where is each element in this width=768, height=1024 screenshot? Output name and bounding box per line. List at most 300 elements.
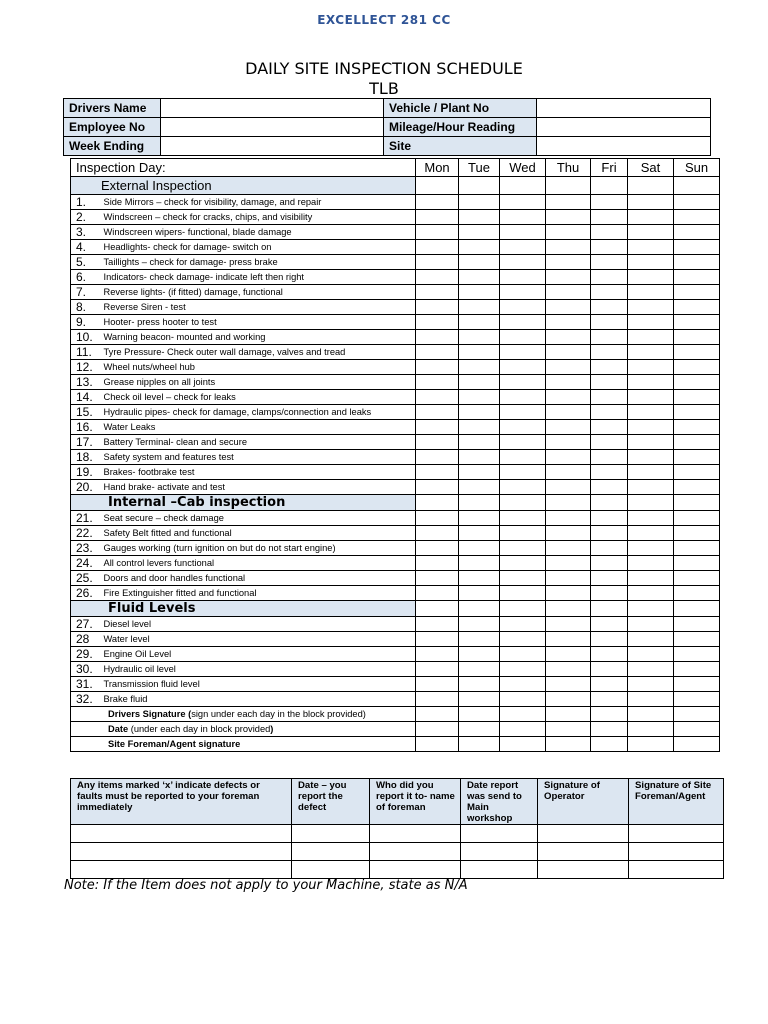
item-check-mon-cell[interactable] [416,330,459,345]
defect-entry-cell[interactable] [538,843,629,861]
section-fluid-fri-cell[interactable] [591,601,628,617]
item-check-tue-cell[interactable] [459,692,500,707]
item-check-fri-cell[interactable] [591,345,628,360]
item-check-sun-cell[interactable] [674,315,720,330]
item-check-tue-cell[interactable] [459,360,500,375]
section-external-tue-cell[interactable] [459,177,500,195]
item-check-thu-cell[interactable] [546,511,591,526]
item-check-sat-cell[interactable] [628,480,674,495]
item-check-wed-cell[interactable] [500,240,546,255]
item-check-wed-cell[interactable] [500,647,546,662]
item-check-tue-cell[interactable] [459,420,500,435]
drivers-signature-mon-cell[interactable] [416,707,459,722]
item-check-wed-cell[interactable] [500,526,546,541]
item-check-wed-cell[interactable] [500,300,546,315]
date-sun-cell[interactable] [674,722,720,737]
drivers-signature-wed-cell[interactable] [500,707,546,722]
date-row [71,722,720,737]
item-check-fri-cell[interactable] [591,375,628,390]
section-internal-wed-cell[interactable] [500,495,546,511]
item-check-mon-cell[interactable] [416,300,459,315]
item-check-tue-cell[interactable] [459,270,500,285]
item-check-sat-cell[interactable] [628,450,674,465]
item-check-sun-cell[interactable] [674,240,720,255]
item-check-sun-cell[interactable] [674,677,720,692]
item-check-fri-cell[interactable] [591,511,628,526]
item-check-thu-cell[interactable] [546,390,591,405]
item-check-mon-cell[interactable] [416,465,459,480]
item-check-fri-cell[interactable] [591,330,628,345]
item-check-mon-cell[interactable] [416,195,459,210]
item-check-wed-cell[interactable] [500,315,546,330]
item-check-sat-cell[interactable] [628,692,674,707]
item-check-tue-cell[interactable] [459,375,500,390]
item-check-fri-cell[interactable] [591,420,628,435]
item-check-thu-cell[interactable] [546,450,591,465]
item-number: 2. [71,210,103,225]
item-check-fri-cell[interactable] [591,270,628,285]
item-check-thu-cell[interactable] [546,435,591,450]
item-check-fri-cell[interactable] [591,255,628,270]
item-check-mon-cell[interactable] [416,511,459,526]
item-check-sun-cell[interactable] [674,225,720,240]
item-check-sun-cell[interactable] [674,375,720,390]
item-check-wed-cell[interactable] [500,345,546,360]
item-check-tue-cell[interactable] [459,300,500,315]
item-check-fri-cell[interactable] [591,195,628,210]
item-check-sun-cell[interactable] [674,586,720,601]
item-check-sun-cell[interactable] [674,556,720,571]
item-check-tue-cell[interactable] [459,511,500,526]
item-check-sat-cell[interactable] [628,541,674,556]
item-check-fri-cell[interactable] [591,647,628,662]
item-check-sun-cell[interactable] [674,632,720,647]
item-check-fri-cell[interactable] [591,541,628,556]
defect-entry-cell[interactable] [370,861,461,879]
item-check-thu-cell[interactable] [546,571,591,586]
date-wed-cell[interactable] [500,722,546,737]
item-check-tue-cell[interactable] [459,647,500,662]
item-check-mon-cell[interactable] [416,556,459,571]
item-check-thu-cell[interactable] [546,647,591,662]
item-check-sun-cell[interactable] [674,617,720,632]
item-check-fri-cell[interactable] [591,210,628,225]
foreman-signature-fri-cell[interactable] [591,737,628,752]
item-check-tue-cell[interactable] [459,255,500,270]
item-check-mon-cell[interactable] [416,526,459,541]
defect-header-2: Who did you report it to- name of foreman [370,779,461,825]
item-check-fri-cell[interactable] [591,285,628,300]
item-check-thu-cell[interactable] [546,270,591,285]
section-external-mon-cell[interactable] [416,177,459,195]
item-check-sat-cell[interactable] [628,360,674,375]
item-check-sat-cell[interactable] [628,300,674,315]
item-check-wed-cell[interactable] [500,195,546,210]
item-check-fri-cell[interactable] [591,662,628,677]
item-description: Brakes- footbrake test [103,465,416,480]
section-external-sun-cell[interactable] [674,177,720,195]
item-check-mon-cell[interactable] [416,571,459,586]
defect-entry-cell[interactable] [538,825,629,843]
item-check-fri-cell[interactable] [591,586,628,601]
item-check-thu-cell[interactable] [546,225,591,240]
item-check-tue-cell[interactable] [459,526,500,541]
item-check-sun-cell[interactable] [674,195,720,210]
item-check-thu-cell[interactable] [546,240,591,255]
item-check-sat-cell[interactable] [628,526,674,541]
item-check-wed-cell[interactable] [500,360,546,375]
section-fluid-sun-cell[interactable] [674,601,720,617]
item-check-thu-cell[interactable] [546,662,591,677]
item-check-fri-cell[interactable] [591,240,628,255]
item-check-sun-cell[interactable] [674,360,720,375]
mileage-hour-reading-field[interactable] [537,118,711,137]
item-check-thu-cell[interactable] [546,405,591,420]
item-check-mon-cell[interactable] [416,480,459,495]
item-check-wed-cell[interactable] [500,405,546,420]
item-check-sat-cell[interactable] [628,255,674,270]
item-check-sat-cell[interactable] [628,435,674,450]
item-check-tue-cell[interactable] [459,240,500,255]
item-check-tue-cell[interactable] [459,315,500,330]
drivers-signature-sat-cell[interactable] [628,707,674,722]
item-check-sun-cell[interactable] [674,435,720,450]
item-check-fri-cell[interactable] [591,571,628,586]
item-check-thu-cell[interactable] [546,195,591,210]
defect-entry-cell[interactable] [629,825,724,843]
item-check-sat-cell[interactable] [628,677,674,692]
item-check-wed-cell[interactable] [500,210,546,225]
item-check-tue-cell[interactable] [459,450,500,465]
date-fri-cell[interactable] [591,722,628,737]
defect-entry-cell[interactable] [629,861,724,879]
section-fluid-tue-cell[interactable] [459,601,500,617]
checklist-row [71,300,720,315]
defect-entry-cell[interactable] [292,825,370,843]
item-check-tue-cell[interactable] [459,210,500,225]
item-check-sun-cell[interactable] [674,300,720,315]
date-tue-cell[interactable] [459,722,500,737]
section-fluid-thu-cell[interactable] [546,601,591,617]
section-fluid-wed-cell[interactable] [500,601,546,617]
item-check-wed-cell[interactable] [500,330,546,345]
item-check-sun-cell[interactable] [674,330,720,345]
section-external-thu-cell[interactable] [546,177,591,195]
item-check-thu-cell[interactable] [546,556,591,571]
employee-no-field[interactable] [161,118,384,137]
item-check-wed-cell[interactable] [500,285,546,300]
foreman-signature-wed-cell[interactable] [500,737,546,752]
item-check-fri-cell[interactable] [591,435,628,450]
item-check-sat-cell[interactable] [628,571,674,586]
item-check-sun-cell[interactable] [674,465,720,480]
foreman-signature-thu-cell[interactable] [546,737,591,752]
checklist-row [71,450,720,465]
item-check-sun-cell[interactable] [674,255,720,270]
item-check-fri-cell[interactable] [591,692,628,707]
item-check-sun-cell[interactable] [674,480,720,495]
item-check-thu-cell[interactable] [546,677,591,692]
item-check-sat-cell[interactable] [628,345,674,360]
item-check-wed-cell[interactable] [500,225,546,240]
item-check-sat-cell[interactable] [628,210,674,225]
item-check-wed-cell[interactable] [500,375,546,390]
item-check-wed-cell[interactable] [500,420,546,435]
item-check-sat-cell[interactable] [628,390,674,405]
section-internal-thu-cell[interactable] [546,495,591,511]
drivers-signature-tue-cell[interactable] [459,707,500,722]
item-check-sun-cell[interactable] [674,405,720,420]
item-check-sun-cell[interactable] [674,647,720,662]
section-internal-sat-cell[interactable] [628,495,674,511]
item-check-tue-cell[interactable] [459,225,500,240]
week-ending-field[interactable] [161,137,384,156]
item-check-mon-cell[interactable] [416,662,459,677]
item-check-tue-cell[interactable] [459,617,500,632]
item-check-fri-cell[interactable] [591,405,628,420]
item-check-wed-cell[interactable] [500,435,546,450]
item-check-tue-cell[interactable] [459,330,500,345]
item-check-thu-cell[interactable] [546,617,591,632]
item-check-thu-cell[interactable] [546,420,591,435]
item-check-sun-cell[interactable] [674,526,720,541]
item-check-tue-cell[interactable] [459,285,500,300]
item-check-mon-cell[interactable] [416,632,459,647]
defect-entry-cell[interactable] [71,861,292,879]
item-check-sun-cell[interactable] [674,210,720,225]
item-check-thu-cell[interactable] [546,330,591,345]
item-check-fri-cell[interactable] [591,225,628,240]
item-check-fri-cell[interactable] [591,450,628,465]
defect-entry-cell[interactable] [461,843,538,861]
item-check-sat-cell[interactable] [628,270,674,285]
item-check-fri-cell[interactable] [591,632,628,647]
item-check-wed-cell[interactable] [500,465,546,480]
defect-entry-cell[interactable] [292,843,370,861]
foreman-signature-sat-cell[interactable] [628,737,674,752]
item-check-thu-cell[interactable] [546,632,591,647]
foreman-signature-mon-cell[interactable] [416,737,459,752]
item-check-thu-cell[interactable] [546,315,591,330]
item-check-mon-cell[interactable] [416,390,459,405]
item-check-wed-cell[interactable] [500,692,546,707]
item-check-tue-cell[interactable] [459,405,500,420]
item-check-sat-cell[interactable] [628,511,674,526]
item-check-wed-cell[interactable] [500,541,546,556]
item-check-wed-cell[interactable] [500,270,546,285]
item-check-wed-cell[interactable] [500,571,546,586]
item-check-wed-cell[interactable] [500,450,546,465]
item-check-mon-cell[interactable] [416,270,459,285]
item-check-fri-cell[interactable] [591,315,628,330]
item-check-thu-cell[interactable] [546,285,591,300]
item-check-fri-cell[interactable] [591,617,628,632]
drivers-name-field[interactable] [161,99,384,118]
item-check-tue-cell[interactable] [459,195,500,210]
item-check-fri-cell[interactable] [591,677,628,692]
item-check-fri-cell[interactable] [591,526,628,541]
item-check-sun-cell[interactable] [674,450,720,465]
item-check-sat-cell[interactable] [628,315,674,330]
item-check-tue-cell[interactable] [459,435,500,450]
item-check-wed-cell[interactable] [500,556,546,571]
item-check-wed-cell[interactable] [500,586,546,601]
item-check-sat-cell[interactable] [628,647,674,662]
item-check-mon-cell[interactable] [416,677,459,692]
item-check-mon-cell[interactable] [416,692,459,707]
item-check-thu-cell[interactable] [546,480,591,495]
item-check-tue-cell[interactable] [459,345,500,360]
item-check-mon-cell[interactable] [416,420,459,435]
date-thu-cell[interactable] [546,722,591,737]
item-check-wed-cell[interactable] [500,255,546,270]
defect-header-3: Date report was send to Main workshop [461,779,538,825]
item-check-fri-cell[interactable] [591,300,628,315]
item-check-sat-cell[interactable] [628,465,674,480]
item-check-thu-cell[interactable] [546,465,591,480]
item-check-wed-cell[interactable] [500,662,546,677]
item-check-sat-cell[interactable] [628,405,674,420]
item-check-mon-cell[interactable] [416,345,459,360]
item-check-wed-cell[interactable] [500,677,546,692]
item-check-mon-cell[interactable] [416,285,459,300]
site-field[interactable] [537,137,711,156]
item-check-sun-cell[interactable] [674,345,720,360]
item-check-thu-cell[interactable] [546,526,591,541]
defect-entry-cell[interactable] [370,843,461,861]
item-check-sun-cell[interactable] [674,692,720,707]
item-description: Safety Belt fitted and functional [103,526,416,541]
item-check-thu-cell[interactable] [546,586,591,601]
drivers-signature-fri-cell[interactable] [591,707,628,722]
item-check-mon-cell[interactable] [416,210,459,225]
item-check-sun-cell[interactable] [674,285,720,300]
section-internal-fri-cell[interactable] [591,495,628,511]
item-check-sun-cell[interactable] [674,390,720,405]
item-check-fri-cell[interactable] [591,480,628,495]
item-check-sun-cell[interactable] [674,541,720,556]
item-check-sat-cell[interactable] [628,240,674,255]
item-check-sat-cell[interactable] [628,632,674,647]
item-check-sat-cell[interactable] [628,330,674,345]
item-check-mon-cell[interactable] [416,617,459,632]
item-check-tue-cell[interactable] [459,390,500,405]
item-check-mon-cell[interactable] [416,315,459,330]
item-check-tue-cell[interactable] [459,677,500,692]
item-check-tue-cell[interactable] [459,480,500,495]
item-check-fri-cell[interactable] [591,390,628,405]
item-check-mon-cell[interactable] [416,405,459,420]
item-check-sun-cell[interactable] [674,270,720,285]
item-check-mon-cell[interactable] [416,450,459,465]
item-check-wed-cell[interactable] [500,511,546,526]
item-check-sat-cell[interactable] [628,420,674,435]
defect-entry-cell[interactable] [71,825,292,843]
item-check-thu-cell[interactable] [546,345,591,360]
item-check-mon-cell[interactable] [416,255,459,270]
item-check-mon-cell[interactable] [416,435,459,450]
section-fluid-sat-cell[interactable] [628,601,674,617]
item-check-thu-cell[interactable] [546,541,591,556]
item-check-thu-cell[interactable] [546,300,591,315]
item-check-sun-cell[interactable] [674,511,720,526]
item-check-thu-cell[interactable] [546,255,591,270]
item-check-fri-cell[interactable] [591,556,628,571]
item-check-tue-cell[interactable] [459,465,500,480]
date-sat-cell[interactable] [628,722,674,737]
item-check-wed-cell[interactable] [500,480,546,495]
item-check-mon-cell[interactable] [416,541,459,556]
item-check-sat-cell[interactable] [628,285,674,300]
item-check-fri-cell[interactable] [591,360,628,375]
defect-entry-cell[interactable] [461,861,538,879]
drivers-signature-thu-cell[interactable] [546,707,591,722]
defect-entry-cell[interactable] [629,843,724,861]
defect-entry-cell[interactable] [538,861,629,879]
defect-entry-cell[interactable] [461,825,538,843]
section-internal-sun-cell[interactable] [674,495,720,511]
item-check-mon-cell[interactable] [416,647,459,662]
item-check-sat-cell[interactable] [628,586,674,601]
item-check-sat-cell[interactable] [628,225,674,240]
item-description: Grease nipples on all joints [103,375,416,390]
date-mon-cell[interactable] [416,722,459,737]
item-check-sat-cell[interactable] [628,662,674,677]
item-check-mon-cell[interactable] [416,240,459,255]
item-check-tue-cell[interactable] [459,586,500,601]
item-check-thu-cell[interactable] [546,210,591,225]
section-fluid-mon-cell[interactable] [416,601,459,617]
defect-entry-cell[interactable] [292,861,370,879]
defect-entry-cell[interactable] [370,825,461,843]
item-check-sun-cell[interactable] [674,420,720,435]
item-check-thu-cell[interactable] [546,692,591,707]
item-check-sun-cell[interactable] [674,662,720,677]
item-check-tue-cell[interactable] [459,662,500,677]
foreman-signature-sun-cell[interactable] [674,737,720,752]
item-check-tue-cell[interactable] [459,571,500,586]
vehicle-plant-no-field[interactable] [537,99,711,118]
item-check-sat-cell[interactable] [628,617,674,632]
item-check-wed-cell[interactable] [500,617,546,632]
item-check-mon-cell[interactable] [416,586,459,601]
item-check-tue-cell[interactable] [459,541,500,556]
section-external-fri-cell[interactable] [591,177,628,195]
item-check-sat-cell[interactable] [628,556,674,571]
item-check-sat-cell[interactable] [628,375,674,390]
section-external-wed-cell[interactable] [500,177,546,195]
item-check-wed-cell[interactable] [500,390,546,405]
item-check-tue-cell[interactable] [459,556,500,571]
foreman-signature-tue-cell[interactable] [459,737,500,752]
item-check-fri-cell[interactable] [591,465,628,480]
item-check-sun-cell[interactable] [674,571,720,586]
section-internal-mon-cell[interactable] [416,495,459,511]
item-check-thu-cell[interactable] [546,375,591,390]
item-check-mon-cell[interactable] [416,360,459,375]
drivers-signature-sun-cell[interactable] [674,707,720,722]
item-check-wed-cell[interactable] [500,632,546,647]
item-check-mon-cell[interactable] [416,375,459,390]
item-check-thu-cell[interactable] [546,360,591,375]
item-check-tue-cell[interactable] [459,632,500,647]
item-check-mon-cell[interactable] [416,225,459,240]
defect-entry-cell[interactable] [71,843,292,861]
section-external-sat-cell[interactable] [628,177,674,195]
section-internal-tue-cell[interactable] [459,495,500,511]
item-check-sat-cell[interactable] [628,195,674,210]
item-description: Wheel nuts/wheel hub [103,360,416,375]
